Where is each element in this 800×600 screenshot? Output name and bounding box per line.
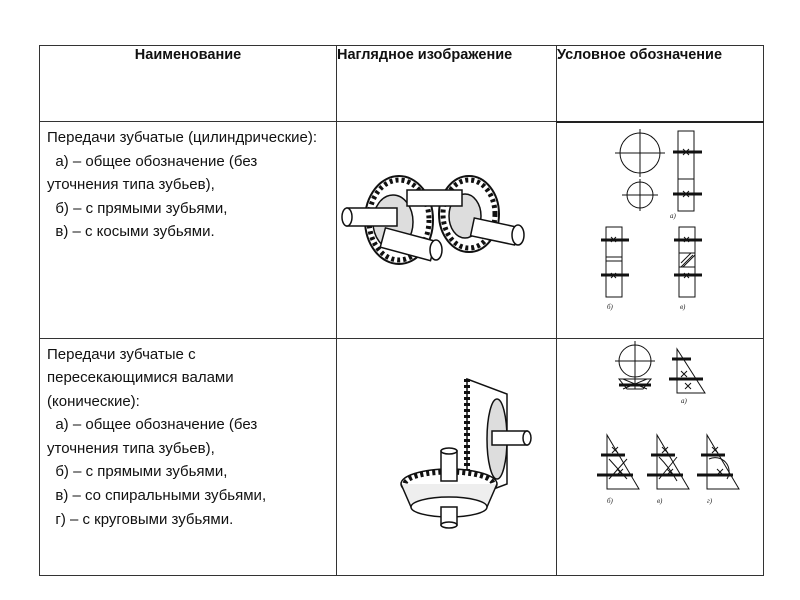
symbol-cell-cylindrical <box>557 122 764 339</box>
symbol-a-bevel <box>615 341 705 393</box>
symbol-c-cylindrical <box>674 227 702 297</box>
symbol-a-cylindrical <box>615 129 702 211</box>
bevel-gears-icon <box>337 339 557 575</box>
row-description-bevel: Передачи зубчатые с пересекающимися валами (конические): а) – общее обозначение (без уточнения типа зубьев), б) – с прямыми зубьями, в) – со спиральными зубьями, г) – с круговыми зубьями. <box>47 345 267 528</box>
label-c-cyl: в) <box>680 302 686 311</box>
symbol-b-bevel <box>597 435 639 489</box>
label-c-bev: в) <box>657 496 663 505</box>
left-spur-gear <box>342 176 442 264</box>
table-row <box>40 122 764 339</box>
symbol-c-bevel <box>647 435 689 489</box>
symbol-d-bevel <box>697 435 739 489</box>
table-header-row <box>40 46 764 122</box>
symbol-cell-bevel <box>557 338 764 575</box>
spur-gears-icon <box>337 122 557 337</box>
table-row <box>40 338 764 575</box>
label-b-cyl: б) <box>607 302 613 311</box>
bevel-gear-symbols <box>557 339 764 575</box>
gear-symbols-table <box>39 45 764 576</box>
cylindrical-gear-symbols <box>557 123 764 338</box>
label-d-bev: г) <box>707 496 713 505</box>
label-a-bev: а) <box>681 396 687 405</box>
header-name: Наименование <box>40 46 337 122</box>
label-b-bev: б) <box>607 496 613 505</box>
row-description-cylindrical: Передачи зубчатые (цилиндрические): а) – общее обозначение (без уточнения типа зубьев), б) – с прямыми зубьями, в) – с косыми зубьями. <box>47 129 318 241</box>
visual-cell-bevel <box>337 338 557 575</box>
header-symbol: Условное обозначение <box>557 46 764 122</box>
label-a-cyl: а) <box>670 211 676 220</box>
header-visual: Наглядное изображение <box>337 46 557 122</box>
symbol-b-cylindrical <box>601 227 629 297</box>
visual-cell-cylindrical <box>337 122 557 339</box>
